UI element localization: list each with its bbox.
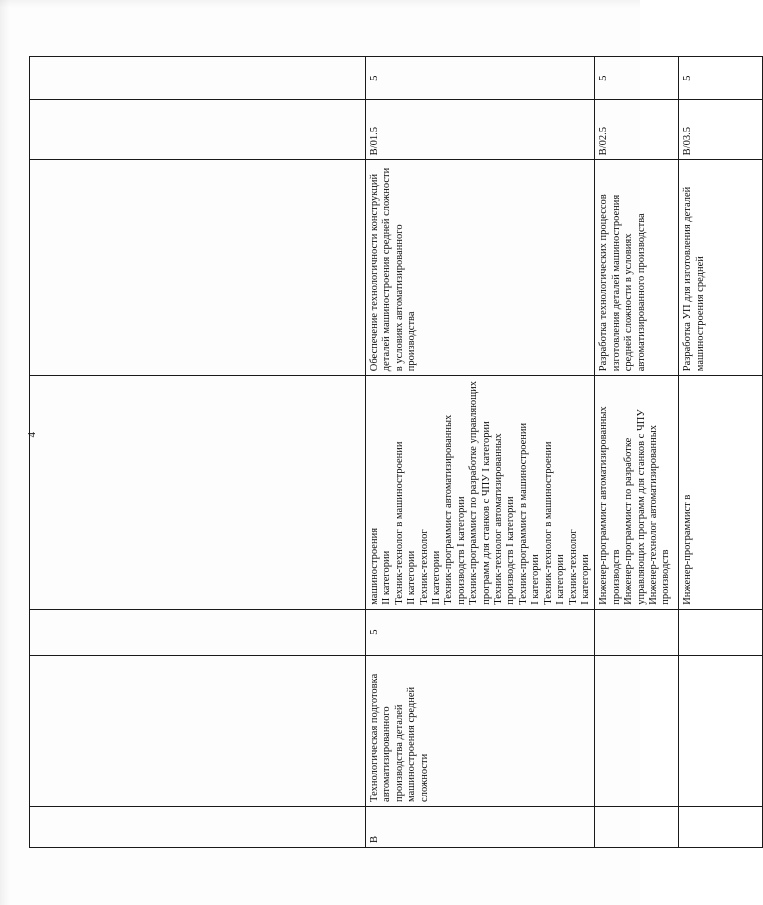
- cell-name: [679, 655, 763, 806]
- cell-function: Обеспечение технологичности конструкций деталей машиностроения средней сложности в условиях автоматизированного производства: [366, 160, 595, 376]
- professional-standard-table: [29, 56, 763, 848]
- cell-function-level: 5: [595, 57, 679, 100]
- cell-function: [30, 160, 366, 376]
- cell-function-code: B/03.5: [679, 100, 763, 160]
- cell-function-code: B/01.5: [366, 100, 595, 160]
- cell-function-level: 5: [366, 57, 595, 100]
- table-row: [366, 57, 595, 848]
- cell-function-level: 5: [679, 57, 763, 100]
- cell-level: 5: [366, 609, 595, 655]
- cell-name: Технологическая подготовка автоматизированного производства деталей машиностроения средней сложности: [366, 655, 595, 806]
- cell-job-titles: Инженер-программист в: [679, 376, 763, 610]
- cell-code: [679, 806, 763, 847]
- page-number: 4: [26, 432, 38, 438]
- cell-job-titles: [30, 376, 366, 610]
- cell-level: [595, 609, 679, 655]
- cell-job-titles: Инженер-программист автоматизированных производств Инженер-программист по разработке управляющих программ для станков с ЧПУ Инженер-технолог автоматизированных производств: [595, 376, 679, 610]
- table-row: [679, 57, 763, 848]
- rotated-table-container: [29, 56, 706, 848]
- cell-function: Разработка технологических процессов изготовления деталей машиностроения средней сложности в условиях автоматизированного производства: [595, 160, 679, 376]
- cell-name: [30, 655, 366, 806]
- cell-code: [30, 806, 366, 847]
- cell-code: B: [366, 806, 595, 847]
- cell-name: [595, 655, 679, 806]
- cell-function: Разработка УП для изготовления деталей машиностроения средней: [679, 160, 763, 376]
- cell-function-code: B/02.5: [595, 100, 679, 160]
- table-row: [30, 57, 366, 848]
- cell-job-titles: машиностроения II категории Техник-технолог в машиностроении II категории Техник-технолог II категории Техник-программист автоматизированных производств I категории Техник-программист по разработке управляющих программ для станков с ЧПУ I категории Техник-технолог автоматизированных производств I категории Техник-программист в машиностроении I категории Техник-технолог в машиностроении I категории Техник-технолог I категории: [366, 376, 595, 610]
- cell-code: [595, 806, 679, 847]
- cell-function-code: [30, 100, 366, 160]
- cell-level: [679, 609, 763, 655]
- cell-level: [30, 609, 366, 655]
- cell-function-level: [30, 57, 366, 100]
- table-row: [595, 57, 679, 848]
